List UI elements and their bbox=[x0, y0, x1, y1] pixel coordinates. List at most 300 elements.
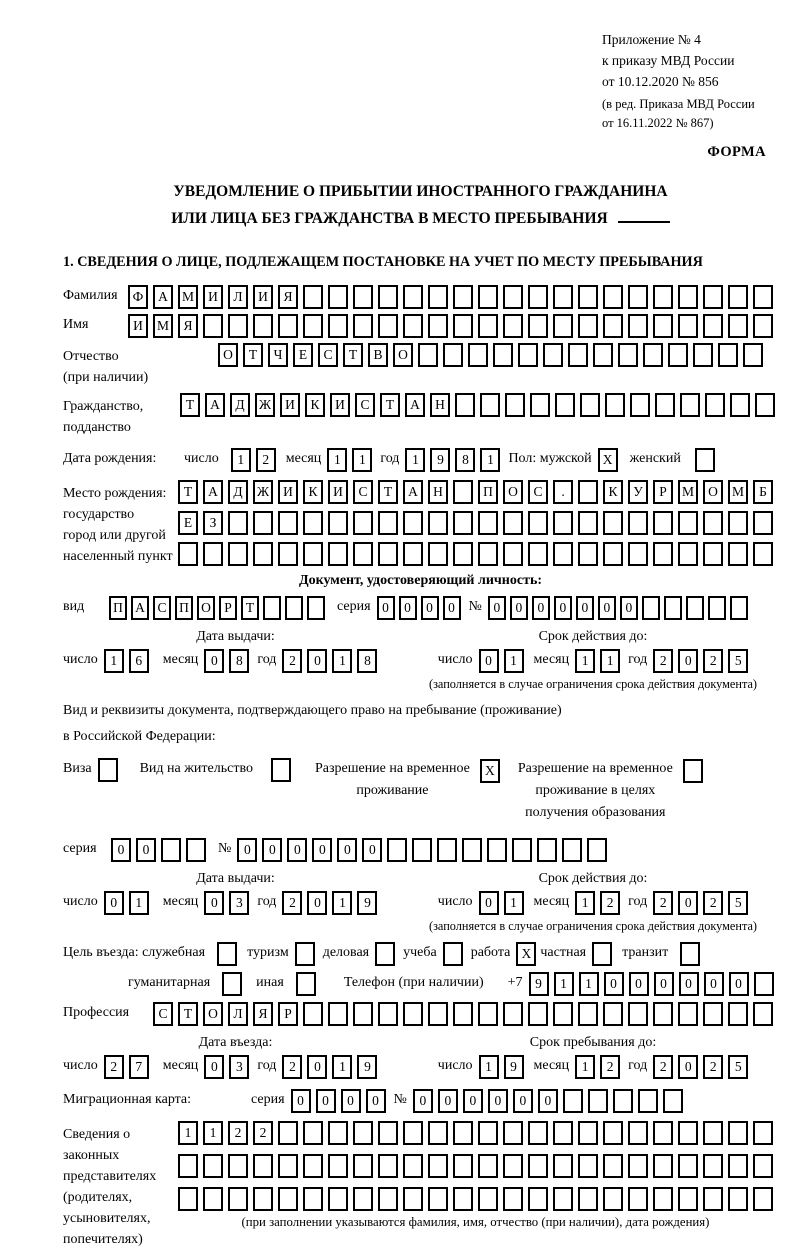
char-cell[interactable]: Ф bbox=[128, 285, 148, 309]
char-cell[interactable] bbox=[603, 1002, 623, 1026]
char-cell[interactable] bbox=[487, 838, 507, 862]
char-cell[interactable]: 9 bbox=[504, 1055, 524, 1079]
char-cell[interactable] bbox=[753, 1121, 773, 1145]
char-cell[interactable]: 2 bbox=[282, 891, 302, 915]
char-cell[interactable]: 0 bbox=[438, 1089, 458, 1113]
char-cell[interactable]: 5 bbox=[728, 649, 748, 673]
char-cell[interactable] bbox=[553, 1002, 573, 1026]
char-cell[interactable] bbox=[728, 542, 748, 566]
char-cell[interactable] bbox=[480, 393, 500, 417]
char-cell[interactable]: 2 bbox=[653, 1055, 673, 1079]
char-cell[interactable] bbox=[443, 343, 463, 367]
char-cell[interactable] bbox=[568, 343, 588, 367]
char-cell[interactable] bbox=[528, 1002, 548, 1026]
char-cell[interactable] bbox=[728, 285, 748, 309]
char-cell[interactable]: 2 bbox=[653, 891, 673, 915]
char-cell[interactable] bbox=[328, 511, 348, 535]
char-cell[interactable] bbox=[653, 542, 673, 566]
char-cell[interactable] bbox=[303, 1187, 323, 1211]
char-cell[interactable]: Т bbox=[378, 480, 398, 504]
char-cell[interactable] bbox=[605, 393, 625, 417]
char-cell[interactable] bbox=[668, 343, 688, 367]
char-cell[interactable]: Т bbox=[178, 480, 198, 504]
char-cell[interactable] bbox=[378, 1121, 398, 1145]
char-cell[interactable]: 0 bbox=[366, 1089, 386, 1113]
char-cell[interactable] bbox=[228, 511, 248, 535]
char-cell[interactable] bbox=[753, 1154, 773, 1178]
char-cell[interactable]: 1 bbox=[203, 1121, 223, 1145]
char-cell[interactable] bbox=[178, 1154, 198, 1178]
char-cell[interactable] bbox=[478, 511, 498, 535]
char-cell[interactable] bbox=[378, 1154, 398, 1178]
checkbox-temp-residence-edu[interactable] bbox=[683, 759, 703, 783]
char-cell[interactable] bbox=[603, 314, 623, 338]
char-cell[interactable] bbox=[628, 314, 648, 338]
char-cell[interactable] bbox=[553, 285, 573, 309]
char-cell[interactable] bbox=[755, 393, 775, 417]
char-cell[interactable]: 2 bbox=[282, 649, 302, 673]
char-cell[interactable]: Т bbox=[178, 1002, 198, 1026]
char-cell[interactable] bbox=[203, 542, 223, 566]
char-cell[interactable] bbox=[478, 285, 498, 309]
char-cell[interactable]: 0 bbox=[204, 649, 224, 673]
char-cell[interactable] bbox=[278, 511, 298, 535]
char-cell[interactable] bbox=[578, 511, 598, 535]
char-cell[interactable]: Т bbox=[241, 596, 259, 620]
char-cell[interactable]: 1 bbox=[480, 448, 500, 472]
char-cell[interactable] bbox=[518, 343, 538, 367]
char-cell[interactable]: С bbox=[355, 393, 375, 417]
char-cell[interactable] bbox=[528, 1121, 548, 1145]
char-cell[interactable] bbox=[303, 314, 323, 338]
char-cell[interactable] bbox=[555, 393, 575, 417]
char-cell[interactable]: А bbox=[403, 480, 423, 504]
char-cell[interactable] bbox=[753, 285, 773, 309]
char-cell[interactable]: О bbox=[703, 480, 723, 504]
char-cell[interactable]: 0 bbox=[538, 1089, 558, 1113]
char-cell[interactable]: 2 bbox=[256, 448, 276, 472]
char-cell[interactable]: 8 bbox=[455, 448, 475, 472]
char-cell[interactable]: 0 bbox=[291, 1089, 311, 1113]
char-cell[interactable]: 2 bbox=[282, 1055, 302, 1079]
char-cell[interactable]: Р bbox=[219, 596, 237, 620]
char-cell[interactable] bbox=[703, 1187, 723, 1211]
char-cell[interactable]: Т bbox=[243, 343, 263, 367]
char-cell[interactable] bbox=[253, 1187, 273, 1211]
char-cell[interactable] bbox=[693, 343, 713, 367]
char-cell[interactable] bbox=[353, 1121, 373, 1145]
char-cell[interactable]: Я bbox=[178, 314, 198, 338]
char-cell[interactable]: О bbox=[503, 480, 523, 504]
checkbox-tourism[interactable] bbox=[295, 942, 315, 966]
char-cell[interactable]: 1 bbox=[405, 448, 425, 472]
char-cell[interactable] bbox=[512, 838, 532, 862]
char-cell[interactable] bbox=[161, 838, 181, 862]
char-cell[interactable] bbox=[453, 285, 473, 309]
char-cell[interactable]: Т bbox=[380, 393, 400, 417]
char-cell[interactable]: 8 bbox=[229, 649, 249, 673]
char-cell[interactable]: К bbox=[305, 393, 325, 417]
char-cell[interactable]: С bbox=[318, 343, 338, 367]
char-cell[interactable]: 0 bbox=[104, 891, 124, 915]
checkbox-male[interactable]: X bbox=[598, 448, 618, 472]
char-cell[interactable]: 1 bbox=[231, 448, 251, 472]
char-cell[interactable]: 0 bbox=[679, 972, 699, 996]
char-cell[interactable] bbox=[278, 314, 298, 338]
checkbox-female[interactable] bbox=[695, 448, 715, 472]
char-cell[interactable]: 0 bbox=[479, 649, 499, 673]
char-cell[interactable] bbox=[603, 1121, 623, 1145]
char-cell[interactable] bbox=[353, 511, 373, 535]
char-cell[interactable] bbox=[578, 542, 598, 566]
char-cell[interactable]: С bbox=[353, 480, 373, 504]
char-cell[interactable] bbox=[678, 1121, 698, 1145]
char-cell[interactable]: 5 bbox=[728, 891, 748, 915]
char-cell[interactable] bbox=[728, 511, 748, 535]
char-cell[interactable]: Д bbox=[228, 480, 248, 504]
checkbox-temp-residence[interactable]: X bbox=[480, 759, 500, 783]
char-cell[interactable] bbox=[653, 285, 673, 309]
char-cell[interactable] bbox=[303, 1154, 323, 1178]
char-cell[interactable]: 0 bbox=[510, 596, 528, 620]
char-cell[interactable]: Б bbox=[753, 480, 773, 504]
char-cell[interactable]: 0 bbox=[287, 838, 307, 862]
char-cell[interactable]: 1 bbox=[327, 448, 347, 472]
char-cell[interactable] bbox=[353, 1002, 373, 1026]
char-cell[interactable]: Ж bbox=[253, 480, 273, 504]
char-cell[interactable]: С bbox=[153, 1002, 173, 1026]
char-cell[interactable] bbox=[403, 1002, 423, 1026]
char-cell[interactable] bbox=[703, 1002, 723, 1026]
char-cell[interactable]: 2 bbox=[600, 891, 620, 915]
char-cell[interactable]: 1 bbox=[479, 1055, 499, 1079]
char-cell[interactable] bbox=[428, 1187, 448, 1211]
char-cell[interactable]: И bbox=[330, 393, 350, 417]
char-cell[interactable]: 1 bbox=[104, 649, 124, 673]
char-cell[interactable] bbox=[453, 542, 473, 566]
char-cell[interactable] bbox=[628, 1187, 648, 1211]
char-cell[interactable] bbox=[562, 838, 582, 862]
char-cell[interactable]: М bbox=[728, 480, 748, 504]
char-cell[interactable]: 1 bbox=[352, 448, 372, 472]
char-cell[interactable] bbox=[403, 285, 423, 309]
char-cell[interactable] bbox=[253, 1154, 273, 1178]
char-cell[interactable]: 9 bbox=[357, 1055, 377, 1079]
char-cell[interactable] bbox=[613, 1089, 633, 1113]
char-cell[interactable]: 3 bbox=[229, 891, 249, 915]
checkbox-transit[interactable] bbox=[680, 942, 700, 966]
char-cell[interactable]: 0 bbox=[307, 891, 327, 915]
char-cell[interactable] bbox=[278, 1154, 298, 1178]
char-cell[interactable] bbox=[328, 1002, 348, 1026]
char-cell[interactable]: 2 bbox=[228, 1121, 248, 1145]
char-cell[interactable]: 5 bbox=[728, 1055, 748, 1079]
char-cell[interactable] bbox=[328, 285, 348, 309]
char-cell[interactable] bbox=[328, 1121, 348, 1145]
char-cell[interactable]: 0 bbox=[413, 1089, 433, 1113]
char-cell[interactable]: 1 bbox=[579, 972, 599, 996]
char-cell[interactable] bbox=[630, 393, 650, 417]
char-cell[interactable] bbox=[705, 393, 725, 417]
char-cell[interactable] bbox=[186, 838, 206, 862]
char-cell[interactable] bbox=[353, 314, 373, 338]
char-cell[interactable] bbox=[528, 511, 548, 535]
char-cell[interactable] bbox=[387, 838, 407, 862]
char-cell[interactable]: 0 bbox=[443, 596, 461, 620]
char-cell[interactable] bbox=[663, 1089, 683, 1113]
char-cell[interactable] bbox=[428, 1002, 448, 1026]
char-cell[interactable] bbox=[587, 838, 607, 862]
char-cell[interactable] bbox=[253, 542, 273, 566]
char-cell[interactable]: 2 bbox=[653, 649, 673, 673]
char-cell[interactable]: 0 bbox=[620, 596, 638, 620]
char-cell[interactable] bbox=[537, 838, 557, 862]
char-cell[interactable] bbox=[703, 1154, 723, 1178]
char-cell[interactable]: И bbox=[280, 393, 300, 417]
char-cell[interactable]: Е bbox=[293, 343, 313, 367]
char-cell[interactable] bbox=[753, 1187, 773, 1211]
char-cell[interactable]: Т bbox=[180, 393, 200, 417]
char-cell[interactable] bbox=[754, 972, 774, 996]
char-cell[interactable] bbox=[328, 1187, 348, 1211]
char-cell[interactable]: Е bbox=[178, 511, 198, 535]
char-cell[interactable] bbox=[678, 511, 698, 535]
char-cell[interactable] bbox=[728, 1154, 748, 1178]
char-cell[interactable] bbox=[468, 343, 488, 367]
char-cell[interactable] bbox=[543, 343, 563, 367]
char-cell[interactable] bbox=[718, 343, 738, 367]
char-cell[interactable] bbox=[703, 285, 723, 309]
char-cell[interactable]: 0 bbox=[421, 596, 439, 620]
char-cell[interactable]: В bbox=[368, 343, 388, 367]
char-cell[interactable] bbox=[653, 511, 673, 535]
char-cell[interactable] bbox=[203, 1154, 223, 1178]
char-cell[interactable] bbox=[203, 1187, 223, 1211]
char-cell[interactable]: 1 bbox=[575, 1055, 595, 1079]
char-cell[interactable] bbox=[478, 1002, 498, 1026]
char-cell[interactable]: Л bbox=[228, 285, 248, 309]
char-cell[interactable] bbox=[578, 1154, 598, 1178]
char-cell[interactable]: Л bbox=[228, 1002, 248, 1026]
char-cell[interactable]: С bbox=[153, 596, 171, 620]
char-cell[interactable]: 0 bbox=[316, 1089, 336, 1113]
char-cell[interactable]: 0 bbox=[307, 1055, 327, 1079]
char-cell[interactable] bbox=[455, 393, 475, 417]
char-cell[interactable] bbox=[678, 1002, 698, 1026]
char-cell[interactable]: О bbox=[393, 343, 413, 367]
char-cell[interactable] bbox=[263, 596, 281, 620]
char-cell[interactable]: 9 bbox=[357, 891, 377, 915]
char-cell[interactable] bbox=[503, 511, 523, 535]
char-cell[interactable]: З bbox=[203, 511, 223, 535]
char-cell[interactable] bbox=[453, 1121, 473, 1145]
char-cell[interactable] bbox=[412, 838, 432, 862]
char-cell[interactable] bbox=[553, 1187, 573, 1211]
char-cell[interactable] bbox=[303, 542, 323, 566]
char-cell[interactable]: 1 bbox=[575, 891, 595, 915]
char-cell[interactable] bbox=[478, 1187, 498, 1211]
char-cell[interactable]: А bbox=[131, 596, 149, 620]
char-cell[interactable] bbox=[578, 285, 598, 309]
char-cell[interactable] bbox=[743, 343, 763, 367]
char-cell[interactable] bbox=[578, 1002, 598, 1026]
char-cell[interactable] bbox=[478, 1154, 498, 1178]
checkbox-visa[interactable] bbox=[98, 758, 118, 782]
char-cell[interactable]: 0 bbox=[598, 596, 616, 620]
char-cell[interactable]: 0 bbox=[136, 838, 156, 862]
char-cell[interactable]: 0 bbox=[654, 972, 674, 996]
char-cell[interactable] bbox=[378, 542, 398, 566]
char-cell[interactable] bbox=[603, 511, 623, 535]
char-cell[interactable] bbox=[285, 596, 303, 620]
char-cell[interactable]: 0 bbox=[204, 1055, 224, 1079]
char-cell[interactable]: С bbox=[528, 480, 548, 504]
char-cell[interactable] bbox=[593, 343, 613, 367]
char-cell[interactable]: Я bbox=[253, 1002, 273, 1026]
char-cell[interactable] bbox=[253, 314, 273, 338]
char-cell[interactable] bbox=[178, 1187, 198, 1211]
char-cell[interactable] bbox=[618, 343, 638, 367]
char-cell[interactable]: 7 bbox=[129, 1055, 149, 1079]
char-cell[interactable] bbox=[528, 542, 548, 566]
char-cell[interactable] bbox=[428, 1154, 448, 1178]
char-cell[interactable] bbox=[307, 596, 325, 620]
char-cell[interactable] bbox=[403, 542, 423, 566]
char-cell[interactable] bbox=[603, 285, 623, 309]
char-cell[interactable] bbox=[628, 285, 648, 309]
char-cell[interactable] bbox=[553, 542, 573, 566]
char-cell[interactable]: Н bbox=[428, 480, 448, 504]
char-cell[interactable]: И bbox=[128, 314, 148, 338]
char-cell[interactable]: Д bbox=[230, 393, 250, 417]
char-cell[interactable] bbox=[528, 1154, 548, 1178]
char-cell[interactable] bbox=[328, 542, 348, 566]
char-cell[interactable] bbox=[278, 1121, 298, 1145]
char-cell[interactable]: П bbox=[175, 596, 193, 620]
char-cell[interactable]: 1 bbox=[504, 891, 524, 915]
char-cell[interactable] bbox=[505, 393, 525, 417]
char-cell[interactable] bbox=[603, 1154, 623, 1178]
char-cell[interactable]: 1 bbox=[554, 972, 574, 996]
char-cell[interactable] bbox=[563, 1089, 583, 1113]
char-cell[interactable] bbox=[453, 1187, 473, 1211]
checkbox-work[interactable]: X bbox=[516, 942, 536, 966]
char-cell[interactable]: Т bbox=[343, 343, 363, 367]
char-cell[interactable] bbox=[703, 542, 723, 566]
char-cell[interactable]: 0 bbox=[204, 891, 224, 915]
char-cell[interactable]: К bbox=[603, 480, 623, 504]
char-cell[interactable] bbox=[664, 596, 682, 620]
char-cell[interactable] bbox=[603, 542, 623, 566]
char-cell[interactable]: 0 bbox=[532, 596, 550, 620]
char-cell[interactable] bbox=[686, 596, 704, 620]
checkbox-business[interactable] bbox=[217, 942, 237, 966]
char-cell[interactable]: 2 bbox=[600, 1055, 620, 1079]
char-cell[interactable] bbox=[680, 393, 700, 417]
char-cell[interactable] bbox=[428, 542, 448, 566]
char-cell[interactable] bbox=[578, 314, 598, 338]
char-cell[interactable]: 0 bbox=[678, 1055, 698, 1079]
checkbox-commercial[interactable] bbox=[375, 942, 395, 966]
char-cell[interactable] bbox=[503, 1154, 523, 1178]
char-cell[interactable] bbox=[353, 1187, 373, 1211]
char-cell[interactable] bbox=[378, 1002, 398, 1026]
char-cell[interactable] bbox=[578, 1121, 598, 1145]
char-cell[interactable] bbox=[528, 1187, 548, 1211]
char-cell[interactable] bbox=[653, 1187, 673, 1211]
char-cell[interactable]: И bbox=[278, 480, 298, 504]
char-cell[interactable]: 0 bbox=[362, 838, 382, 862]
char-cell[interactable]: 0 bbox=[111, 838, 131, 862]
char-cell[interactable]: 2 bbox=[703, 1055, 723, 1079]
checkbox-residence-permit[interactable] bbox=[271, 758, 291, 782]
char-cell[interactable] bbox=[553, 511, 573, 535]
char-cell[interactable] bbox=[728, 1002, 748, 1026]
char-cell[interactable]: 0 bbox=[678, 891, 698, 915]
char-cell[interactable] bbox=[328, 314, 348, 338]
char-cell[interactable]: П bbox=[478, 480, 498, 504]
char-cell[interactable] bbox=[753, 314, 773, 338]
char-cell[interactable]: . bbox=[553, 480, 573, 504]
char-cell[interactable] bbox=[353, 285, 373, 309]
char-cell[interactable]: 1 bbox=[600, 649, 620, 673]
char-cell[interactable]: А bbox=[153, 285, 173, 309]
char-cell[interactable] bbox=[655, 393, 675, 417]
char-cell[interactable] bbox=[378, 1187, 398, 1211]
char-cell[interactable]: О bbox=[197, 596, 215, 620]
char-cell[interactable] bbox=[478, 542, 498, 566]
char-cell[interactable] bbox=[437, 838, 457, 862]
char-cell[interactable]: 2 bbox=[703, 649, 723, 673]
char-cell[interactable] bbox=[328, 1154, 348, 1178]
char-cell[interactable]: 0 bbox=[704, 972, 724, 996]
char-cell[interactable]: 0 bbox=[479, 891, 499, 915]
char-cell[interactable] bbox=[403, 1154, 423, 1178]
char-cell[interactable]: У bbox=[628, 480, 648, 504]
char-cell[interactable] bbox=[403, 1121, 423, 1145]
char-cell[interactable]: И bbox=[328, 480, 348, 504]
checkbox-study[interactable] bbox=[443, 942, 463, 966]
char-cell[interactable]: И bbox=[203, 285, 223, 309]
char-cell[interactable]: 3 bbox=[229, 1055, 249, 1079]
char-cell[interactable] bbox=[703, 1121, 723, 1145]
char-cell[interactable] bbox=[678, 285, 698, 309]
char-cell[interactable] bbox=[553, 1154, 573, 1178]
char-cell[interactable] bbox=[653, 1154, 673, 1178]
char-cell[interactable]: 0 bbox=[678, 649, 698, 673]
char-cell[interactable] bbox=[378, 285, 398, 309]
char-cell[interactable] bbox=[653, 314, 673, 338]
char-cell[interactable] bbox=[678, 542, 698, 566]
char-cell[interactable] bbox=[678, 314, 698, 338]
char-cell[interactable]: 6 bbox=[129, 649, 149, 673]
char-cell[interactable] bbox=[253, 511, 273, 535]
char-cell[interactable] bbox=[493, 343, 513, 367]
checkbox-humanitarian[interactable] bbox=[222, 972, 242, 996]
char-cell[interactable] bbox=[503, 285, 523, 309]
char-cell[interactable]: 0 bbox=[262, 838, 282, 862]
char-cell[interactable]: 0 bbox=[399, 596, 417, 620]
char-cell[interactable] bbox=[628, 542, 648, 566]
char-cell[interactable]: 0 bbox=[377, 596, 395, 620]
char-cell[interactable]: 0 bbox=[488, 596, 506, 620]
char-cell[interactable] bbox=[628, 1154, 648, 1178]
char-cell[interactable]: А bbox=[205, 393, 225, 417]
char-cell[interactable] bbox=[753, 542, 773, 566]
char-cell[interactable]: 9 bbox=[529, 972, 549, 996]
char-cell[interactable] bbox=[528, 285, 548, 309]
char-cell[interactable] bbox=[428, 1121, 448, 1145]
